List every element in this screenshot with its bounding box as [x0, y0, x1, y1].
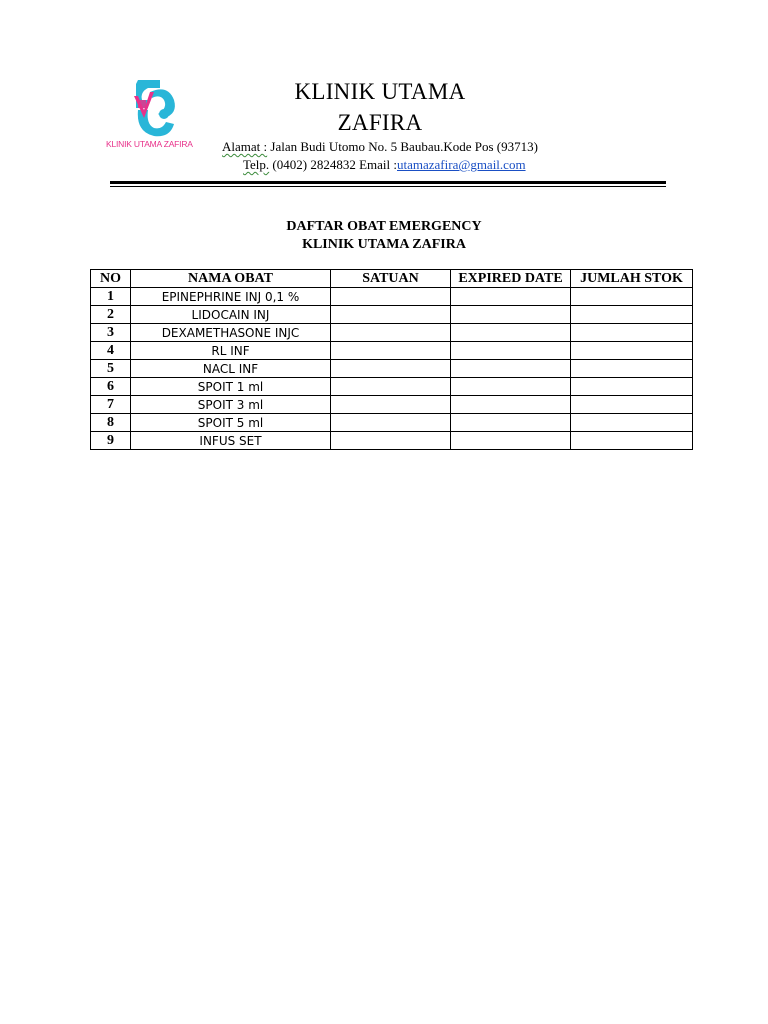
cell-jumlah-stok — [571, 288, 693, 306]
col-header-jumlah-stok: JUMLAH STOK — [571, 270, 693, 288]
cell-expired-date — [451, 306, 571, 324]
cell-no: 2 — [91, 306, 131, 324]
table-row — [91, 396, 693, 414]
table-row — [91, 432, 693, 450]
cell-satuan — [331, 360, 451, 378]
cell-nama-obat: EPINEPHRINE INJ 0,1 % — [131, 288, 331, 306]
cell-expired-date — [451, 360, 571, 378]
logo-caption: KLINIK UTAMA ZAFIRA — [106, 139, 193, 149]
cell-no: 8 — [91, 414, 131, 432]
address-text: Jalan Budi Utomo No. 5 Baubau.Kode Pos (93713) — [267, 139, 538, 154]
cell-no: 1 — [91, 288, 131, 306]
cell-jumlah-stok — [571, 432, 693, 450]
cell-nama-obat: SPOIT 1 ml — [131, 378, 331, 396]
cell-expired-date — [451, 342, 571, 360]
cell-no: 6 — [91, 378, 131, 396]
cell-nama-obat: LIDOCAIN INJ — [131, 306, 331, 324]
cell-expired-date — [451, 288, 571, 306]
table-row — [91, 414, 693, 432]
cell-expired-date — [451, 396, 571, 414]
cell-satuan — [331, 324, 451, 342]
cell-no: 9 — [91, 432, 131, 450]
col-header-no: NO — [91, 270, 131, 288]
cell-jumlah-stok — [571, 360, 693, 378]
cell-no: 5 — [91, 360, 131, 378]
cell-expired-date — [451, 324, 571, 342]
telp-text: (0402) 2824832 Email : — [269, 157, 397, 172]
cell-nama-obat: NACL INF — [131, 360, 331, 378]
address-label: Alamat : — [222, 139, 268, 154]
table-row — [91, 342, 693, 360]
cell-satuan — [331, 342, 451, 360]
table-row — [91, 324, 693, 342]
document-title-line1: DAFTAR OBAT EMERGENCY — [286, 219, 482, 234]
table-header-row — [91, 270, 693, 288]
cell-expired-date — [451, 432, 571, 450]
col-header-expired-date: EXPIRED DATE — [451, 270, 571, 288]
clinic-name — [250, 76, 510, 138]
header-divider-thick — [110, 181, 666, 184]
cell-nama-obat: INFUS SET — [131, 432, 331, 450]
table-row — [91, 360, 693, 378]
cell-satuan — [331, 396, 451, 414]
cell-jumlah-stok — [571, 342, 693, 360]
clinic-name-line1: KLINIK UTAMA — [294, 79, 466, 104]
cell-jumlah-stok — [571, 378, 693, 396]
document-title-line2: KLINIK UTAMA ZAFIRA — [302, 237, 466, 252]
telp-label: Telp. — [243, 157, 270, 172]
cell-expired-date — [451, 414, 571, 432]
cell-no: 7 — [91, 396, 131, 414]
cell-satuan — [331, 288, 451, 306]
table-row — [91, 306, 693, 324]
telephone-line — [243, 157, 526, 173]
table-row — [91, 378, 693, 396]
cell-nama-obat: SPOIT 3 ml — [131, 396, 331, 414]
cell-satuan — [331, 432, 451, 450]
col-header-nama-obat: NAMA OBAT — [131, 270, 331, 288]
cell-jumlah-stok — [571, 396, 693, 414]
email-link[interactable]: utamazafira@gmail.com — [397, 157, 526, 172]
table-body — [91, 288, 693, 450]
cell-expired-date — [451, 378, 571, 396]
table-row — [91, 288, 693, 306]
cell-jumlah-stok — [571, 306, 693, 324]
medicine-table — [90, 269, 693, 450]
cell-satuan — [331, 306, 451, 324]
cell-nama-obat: SPOIT 5 ml — [131, 414, 331, 432]
cell-nama-obat: RL INF — [131, 342, 331, 360]
cell-jumlah-stok — [571, 324, 693, 342]
clinic-name-line2: ZAFIRA — [337, 110, 423, 135]
address-line — [222, 139, 538, 155]
cell-jumlah-stok — [571, 414, 693, 432]
col-header-satuan: SATUAN — [331, 270, 451, 288]
cell-nama-obat: DEXAMETHASONE INJC — [131, 324, 331, 342]
header-divider-thin — [110, 186, 666, 187]
cell-no: 3 — [91, 324, 131, 342]
document-title — [0, 218, 768, 254]
cell-no: 4 — [91, 342, 131, 360]
cell-satuan — [331, 378, 451, 396]
cell-satuan — [331, 414, 451, 432]
